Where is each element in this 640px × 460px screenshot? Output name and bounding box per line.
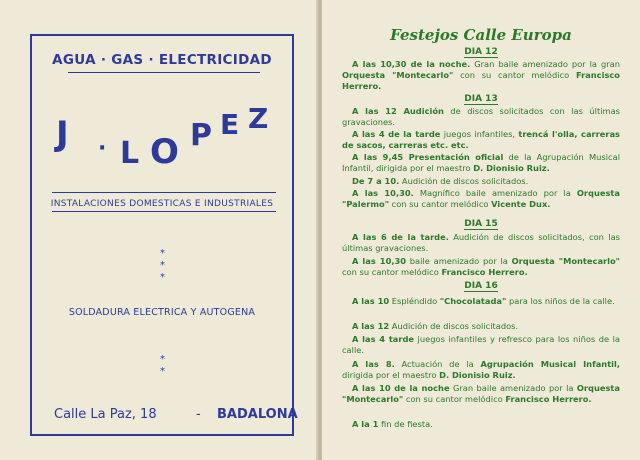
program-entry: A las 10 de la noche Gran baile amenizado por la Orquesta "Montecarlo" con su cantor melódico Francisco Herrero. — [342, 383, 620, 405]
program-entry: A las 4 tarde juegos infantiles y refresco para los niños de la calle. — [342, 334, 620, 356]
advert-subtitle: INSTALACIONES DOMESTICAS E INDUSTRIALES — [50, 199, 274, 209]
divider — [52, 211, 276, 212]
logo-letter: L — [120, 136, 140, 171]
logo-letter: Z — [248, 102, 269, 135]
advert-frame — [30, 34, 298, 436]
day-heading: DIA 16 — [464, 281, 498, 291]
advert-city: BADALONA — [217, 407, 298, 422]
program-entry: A las 9,45 Presentación oficial de la Agrupación Musical Infantil, dirigida por el maestro D. Dionisio Ruiz. — [342, 152, 620, 174]
day-heading: DIA 13 — [464, 94, 498, 104]
program-entry: A la 1 fin de fiesta. — [352, 419, 433, 429]
program-entry: A las 4 de la tarde juegos infantiles, trencá l'olla, carreras de sacos, carreras etc. etc. — [342, 129, 620, 151]
advert-address: Calle La Paz, 18 — [54, 407, 157, 422]
program-title: Festejos Calle Europa — [390, 26, 572, 44]
advert-welding-line: SOLDADURA ELECTRICA Y AUTOGENA — [68, 307, 256, 318]
program-entry: A las 6 de la tarde. Audición de discos solicitados, con las últimas gravaciones. — [342, 232, 620, 254]
program-entry: A las 12 Audición de discos solicitados. — [352, 321, 519, 331]
logo-letter: O — [150, 132, 179, 172]
advert-dash: - — [196, 407, 201, 422]
star-ornament: * — [160, 260, 165, 271]
star-ornament: * — [160, 354, 165, 365]
star-ornament: * — [160, 248, 165, 259]
program-entry: A las 10 Espléndido "Chocolatada" para los niños de la calle. — [352, 296, 615, 306]
divider — [68, 72, 260, 73]
program-entry: De 7 a 10. Audición de discos solicitados. — [352, 176, 529, 186]
advert-services-line: AGUA · GAS · ELECTRICIDAD — [52, 52, 272, 68]
logo-letter: E — [220, 108, 240, 141]
program-entry: A las 10,30. Magnífico baile amenizado por la Orquesta "Palermo" con su cantor melódico Vicente Dux. — [342, 188, 620, 210]
right-page — [322, 0, 640, 460]
logo-letter: J — [56, 114, 69, 154]
star-ornament: * — [160, 272, 165, 283]
divider — [52, 192, 276, 193]
logo-dot: · — [98, 136, 107, 161]
program-entry: A las 10,30 de la noche. Gran baile amenizado por la gran Orquesta "Montecarlo" con su cantor melódico Francisco Herrero. — [342, 59, 621, 92]
left-page — [0, 0, 318, 460]
program-entry: A las 12 Audición de discos solicitados con las últimas gravaciones. — [342, 106, 620, 128]
logo-letter: P — [190, 118, 212, 153]
day-heading: DIA 15 — [464, 219, 498, 229]
star-ornament: * — [160, 366, 165, 377]
program-entry: A las 8. Actuación de la Agrupación Musical Infantil, dirigida por el maestro D. Dionisio Ruiz. — [342, 359, 621, 381]
day-heading: DIA 12 — [464, 47, 498, 57]
program-entry: A las 10,30 baile amenizado por la Orquesta "Montecarlo" con su cantor melódico Francisco Herrero. — [342, 256, 621, 278]
